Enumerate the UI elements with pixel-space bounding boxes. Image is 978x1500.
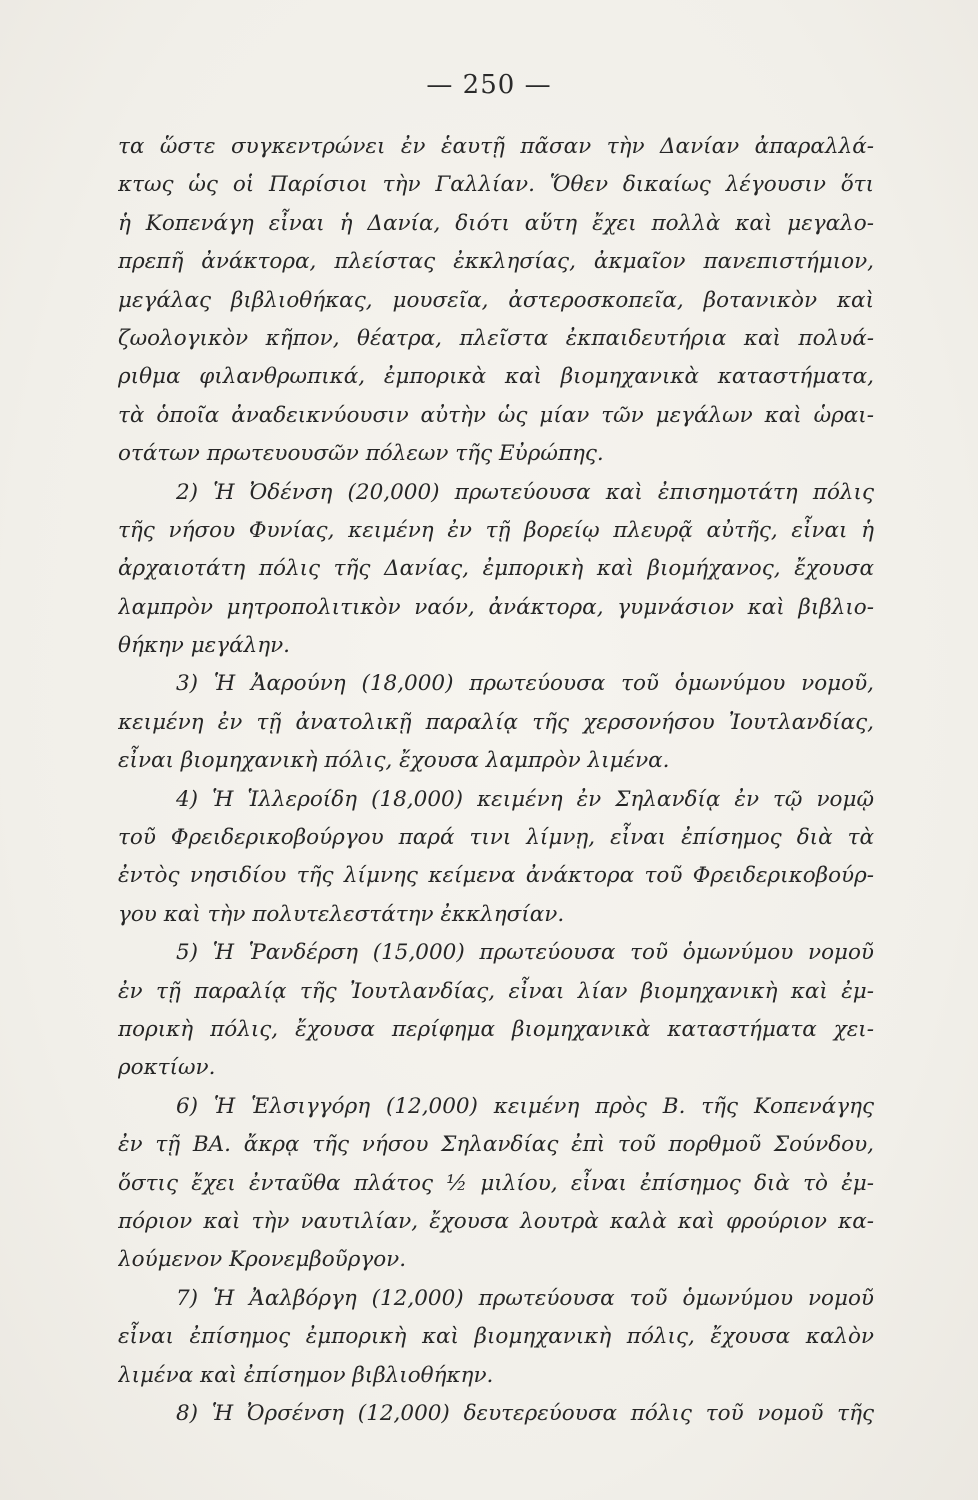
text-line: ἀρχαιοτάτη πόλις τῆς Δανίας, ἐμπορικὴ καὶ βιομήχανος, ἔχουσα xyxy=(118,556,874,582)
text-line: 4) Ἡ Ἱλλεροίδη (18,000) κειμένη ἐν Σηλανδίᾳ ἐν τῷ νομῷ xyxy=(176,786,874,812)
text-line: λαμπρὸν μητροπολιτικὸν ναόν, ἀνάκτορα, γυμνάσιον καὶ βιβλιο- xyxy=(118,594,874,620)
text-line: ὅστις ἔχει ἐνταῦθα πλάτος ½ μιλίου, εἶναι ἐπίσημος διὰ τὸ ἐμ- xyxy=(118,1170,874,1196)
text-line: κειμένη ἐν τῇ ἀνατολικῇ παραλίᾳ τῆς χερσονήσου Ἰουτλανδίας, xyxy=(118,709,874,735)
text-line: τοῦ Φρειδερικοβούργου παρά τινι λίμνῃ, εἶναι ἐπίσημος διὰ τὰ xyxy=(118,825,874,851)
text-line: 2) Ἡ Ὀδένση (20,000) πρωτεύουσα καὶ ἐπισημοτάτη πόλις xyxy=(176,479,874,505)
text-line: κτως ὡς οἱ Παρίσιοι τὴν Γαλλίαν. Ὅθεν δικαίως λέγουσιν ὅτι xyxy=(118,172,874,198)
body-text xyxy=(118,128,874,1433)
text-line: 6) Ἡ Ἑλσιγγόρη (12,000) κειμένη πρὸς Β. τῆς Κοπενάγης xyxy=(176,1093,874,1119)
text-line: πορικὴ πόλις, ἔχουσα περίφημα βιομηχανικὰ καταστήματα χει- xyxy=(118,1016,874,1042)
text-line: μεγάλας βιβλιοθήκας, μουσεῖα, ἀστεροσκοπεῖα, βοτανικὸν καὶ xyxy=(118,287,874,313)
text-line: πόριον καὶ τὴν ναυτιλίαν, ἔχουσα λουτρὰ καλὰ καὶ φρούριον κα- xyxy=(118,1208,874,1234)
text-line: ριθμα φιλανθρωπικά, ἐμπορικὰ καὶ βιομηχανικὰ καταστήματα, xyxy=(118,364,874,390)
text-line: τὰ ὁποῖα ἀναδεικνύουσιν αὐτὴν ὡς μίαν τῶν μεγάλων καὶ ὡραι- xyxy=(118,402,874,428)
text-line: 5) Ἡ Ῥανδέρση (15,000) πρωτεύουσα τοῦ ὁμωνύμου νομοῦ xyxy=(176,940,874,966)
text-line: λιμένα καὶ ἐπίσημον βιβλιοθήκην. xyxy=(118,1362,494,1388)
text-line: εἶναι ἐπίσημος ἐμπορικὴ καὶ βιομηχανικὴ πόλις, ἔχουσα καλὸν xyxy=(118,1324,874,1350)
text-line: τα ὥστε συγκεντρώνει ἐν ἑαυτῇ πᾶσαν τὴν Δανίαν ἀπαραλλά- xyxy=(118,134,874,159)
text-line: εἶναι βιομηχανικὴ πόλις, ἔχουσα λαμπρὸν λιμένα. xyxy=(118,748,670,774)
text-line: οτάτων πρωτευουσῶν πόλεων τῆς Εὐρώπης. xyxy=(118,441,604,467)
text-line: 7) Ἡ Ἀαλβόργη (12,000) πρωτεύουσα τοῦ ὁμωνύμου νομοῦ xyxy=(176,1285,874,1311)
text-line: τῆς νήσου Φυνίας, κειμένη ἐν τῇ βορείῳ πλευρᾷ αὐτῆς, εἶναι ἡ xyxy=(118,517,874,543)
text-line: 8) Ἡ Ὀρσένση (12,000) δευτερεύουσα πόλις τοῦ νομοῦ τῆς xyxy=(176,1400,874,1426)
text-line: 3) Ἡ Ἀαρούνη (18,000) πρωτεύουσα τοῦ ὁμωνύμου νομοῦ, xyxy=(176,671,874,697)
text-line: ροκτίων. xyxy=(118,1055,216,1081)
page-number: — 250 — xyxy=(426,70,552,100)
text-line: γου καὶ τὴν πολυτελεστάτην ἐκκλησίαν. xyxy=(118,901,565,927)
text-line: ἐν τῇ ΒΑ. ἄκρᾳ τῆς νήσου Σηλανδίας ἐπὶ τοῦ πορθμοῦ Σούνδου, xyxy=(118,1132,874,1158)
text-line: ἐντὸς νησιδίου τῆς λίμνης κείμενα ἀνάκτορα τοῦ Φρειδερικοβούρ- xyxy=(118,863,874,889)
text-line: ἡ Κοπενάγη εἶναι ἡ Δανία, διότι αὕτη ἔχει πολλὰ καὶ μεγαλο- xyxy=(118,210,874,236)
text-line: θήκην μεγάλην. xyxy=(118,633,290,659)
text-line: πρεπῆ ἀνάκτορα, πλείστας ἐκκλησίας, ἀκμαῖον πανεπιστήμιον, xyxy=(118,249,874,275)
text-line: λούμενον Κρονεμβοῦργον. xyxy=(118,1247,407,1273)
text-line: ζωολογικὸν κῆπον, θέατρα, πλεῖστα ἐκπαιδευτήρια καὶ πολυά- xyxy=(118,325,874,351)
text-line: ἐν τῇ παραλίᾳ τῆς Ἰουτλανδίας, εἶναι λίαν βιομηχανικὴ καὶ ἐμ- xyxy=(118,978,874,1004)
